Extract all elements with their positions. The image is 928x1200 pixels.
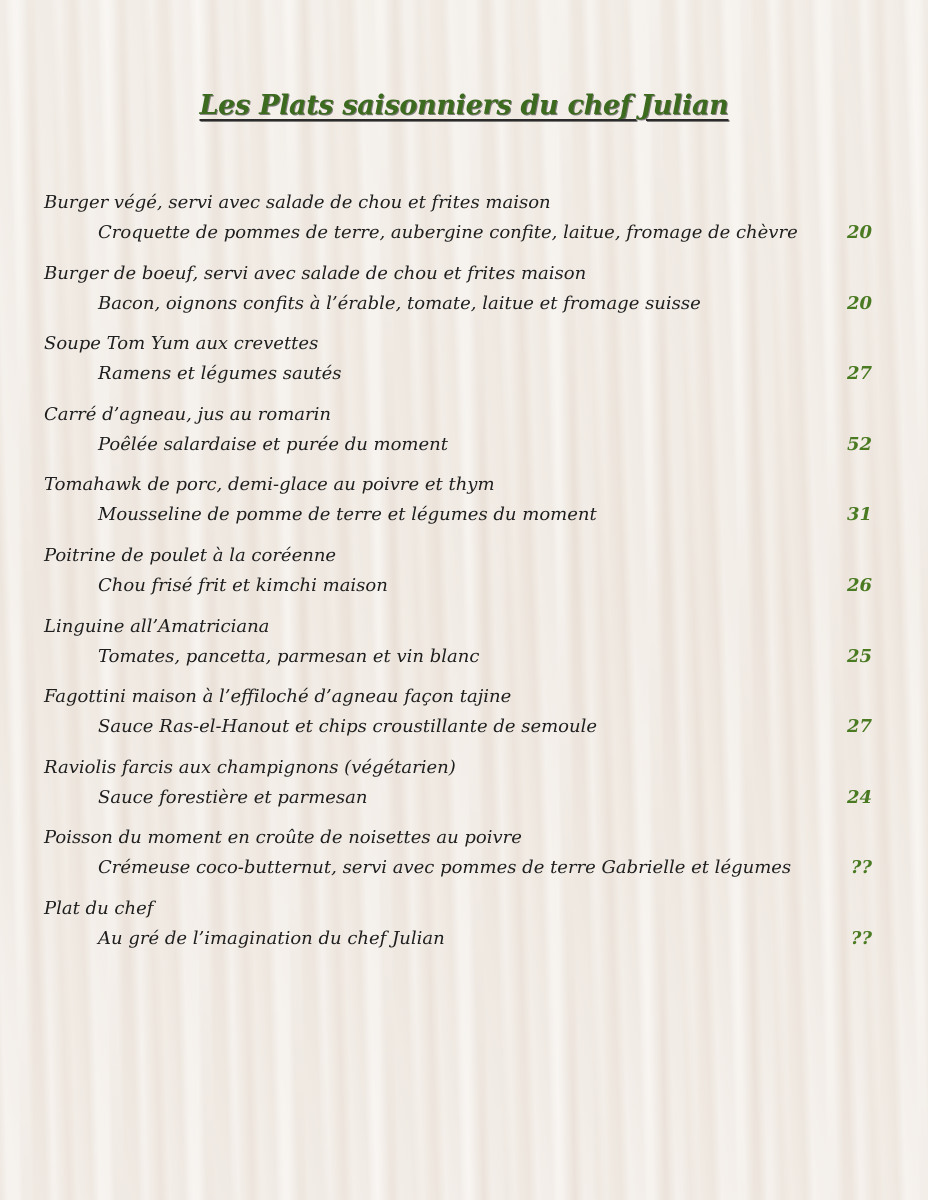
dish-description: Croquette de pommes de terre, aubergine confite, laitue, fromage de chèvre [98,222,798,243]
dish-price: 27 [846,716,872,738]
dish-name: Carré d’agneau, jus au romarin [44,403,331,425]
dish-description: Mousseline de pomme de terre et légumes du moment [98,504,597,526]
menu-item [44,823,884,894]
menu-item [44,682,884,753]
dish-description: Bacon, oignons confits à l’érable, tomate, laitue et fromage suisse [98,292,701,314]
dish-name: Poisson du moment en croûte de noisettes au poivre [44,827,522,849]
dish-name: Tomahawk de porc, demi-glace au poivre et thym [44,474,495,496]
dish-description: Sauce Ras-el-Hanout et chips croustillante de semoule [98,716,598,738]
dish-description: Ramens et légumes sautés [98,363,342,385]
dish-price: 20 [846,292,872,314]
menu-item [44,541,884,612]
dish-name: Poitrine de poulet à la coréenne [44,544,337,566]
dish-name: Burger de boeuf, servi avec salade de chou et frites maison [44,262,587,284]
menu-item [44,612,884,683]
dish-description: Au gré de l’imagination du chef Julian [98,927,445,949]
menu-item [44,188,884,259]
dish-name: Fagottini maison à l’effiloché d’agneau façon tajine [44,686,512,708]
dish-description: Crémeuse coco-butternut, servi avec pommes de terre Gabrielle et légumes [98,857,792,879]
dish-price: 26 [846,574,872,596]
dish-description: Sauce forestière et parmesan [98,786,368,808]
menu-item [44,329,884,400]
menu-item [44,894,884,965]
menu-list [44,188,884,965]
dish-name: Raviolis farcis aux champignons (végétarien) [44,756,456,778]
dish-description: Chou frisé frit et kimchi maison [98,574,388,596]
menu-item [44,753,884,824]
dish-price: 20 [846,222,872,243]
dish-price: 24 [846,786,872,808]
menu-title: Les Plats saisonniers du chef Julian [199,90,729,121]
menu-item [44,470,884,541]
menu-item [44,400,884,471]
dish-name: Plat du chef [44,897,154,919]
dish-description: Tomates, pancetta, parmesan et vin blanc [98,645,480,667]
dish-price: 31 [846,504,872,526]
dish-price: ?? [850,857,872,879]
dish-price: 27 [846,363,872,385]
dish-name: Soupe Tom Yum aux crevettes [44,333,319,355]
dish-description: Poêlée salardaise et purée du moment [98,433,448,455]
dish-price: 52 [846,433,872,455]
dish-name: Burger végé, servi avec salade de chou et frites maison [44,192,551,213]
menu-item [44,259,884,330]
dish-price: ?? [850,927,872,949]
dish-price: 25 [846,645,872,667]
dish-name: Linguine all’Amatriciana [44,615,270,637]
